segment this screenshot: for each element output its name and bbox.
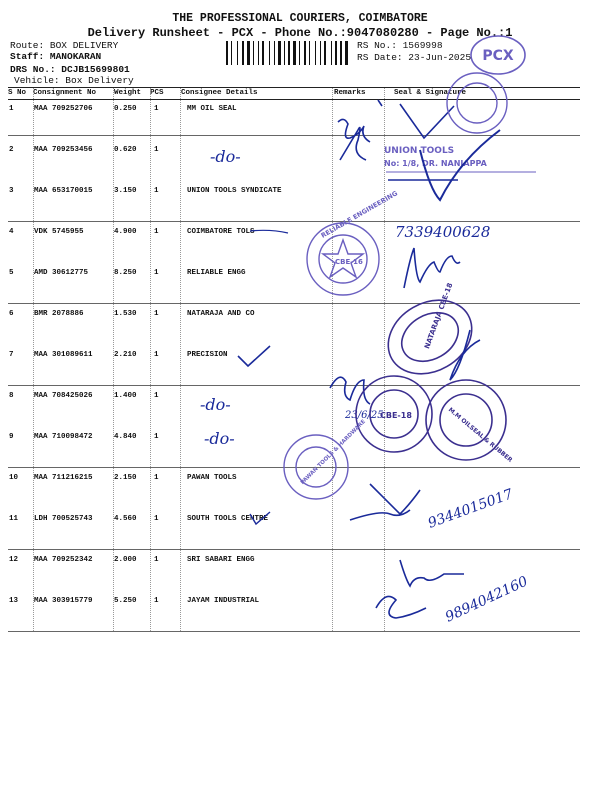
- cell-pcs: 1: [154, 105, 159, 113]
- cell-sno: 9: [9, 433, 14, 441]
- cell-sno: 13: [9, 597, 19, 605]
- vehicle-label: Vehicle: Box Delivery: [14, 75, 134, 86]
- cell-consignee: COIMBATORE TOLS: [187, 228, 255, 236]
- phone-row-11: 9344015017: [425, 486, 516, 532]
- cell-consignee: UNION TOOLS SYNDICATE: [187, 187, 282, 195]
- ditto-row-2: -do-: [210, 147, 241, 166]
- route-label: Route: BOX DELIVERY: [10, 40, 119, 51]
- union-stamp-title: UNION TOOLS: [384, 146, 455, 156]
- cell-pcs: 1: [154, 351, 159, 359]
- cell-weight: 2.210: [114, 351, 137, 359]
- cell-sno: 8: [9, 392, 14, 400]
- cell-consignment: MAA 709253456: [34, 146, 93, 154]
- cell-pcs: 1: [154, 515, 159, 523]
- signature-row-13: [376, 596, 426, 618]
- company-title: THE PROFESSIONAL COURIERS, COIMBATORE: [172, 12, 428, 25]
- col-consignment: Consignment No: [33, 89, 97, 97]
- cell-consignee: MM OIL SEAL: [187, 105, 237, 113]
- cell-consignment: MAA 708425026: [34, 392, 93, 400]
- cell-consignee: SOUTH TOOLS CENTRE: [187, 515, 269, 523]
- pcx-stamp-text: PCX: [482, 48, 514, 64]
- col-sno: S No: [8, 89, 27, 97]
- drs-label: DRS No.: DCJB15699801: [10, 64, 130, 75]
- cell-sno: 2: [9, 146, 14, 154]
- cell-weight: 4.900: [114, 228, 137, 236]
- cell-pcs: 1: [154, 556, 159, 564]
- cell-consignee: PRECISION: [187, 351, 228, 359]
- cell-pcs: 1: [154, 392, 159, 400]
- cell-weight: 4.560: [114, 515, 137, 523]
- cell-sno: 5: [9, 269, 14, 277]
- phone-row-13: 9894042160: [442, 573, 531, 626]
- cell-sno: 11: [9, 515, 19, 523]
- cell-sno: 4: [9, 228, 14, 236]
- cell-weight: 5.250: [114, 597, 137, 605]
- staff-label: Staff: MANOKARAN: [10, 51, 102, 62]
- dr-stamp-text: CBE-18: [380, 411, 412, 420]
- cell-consignment: MAA 709252706: [34, 105, 93, 113]
- mm-oilseal-stamp-top: [447, 73, 507, 133]
- runsheet-subtitle: Delivery Runsheet - PCX - Phone No.:9047080280 - Page No.:1: [87, 26, 513, 40]
- cell-weight: 1.530: [114, 310, 137, 318]
- cell-weight: 1.400: [114, 392, 137, 400]
- cell-sno: 6: [9, 310, 14, 318]
- col-remarks: Remarks: [334, 89, 366, 97]
- cell-consignment: MAA 303915779: [34, 597, 93, 605]
- pawan-stamp-text: PAWAN TOOLS & HARDWARE: [299, 418, 367, 487]
- rs-number: RS No.: 1569998: [357, 40, 443, 51]
- cell-consignment: MAA 653170015: [34, 187, 93, 195]
- cell-weight: 8.250: [114, 269, 137, 277]
- signature-row-6: [450, 330, 480, 380]
- cell-weight: 4.840: [114, 433, 137, 441]
- cell-consignment: AMD 30612775: [34, 269, 89, 277]
- cell-consignee: PAWAN TOOLS: [187, 474, 237, 482]
- cell-weight: 0.620: [114, 146, 137, 154]
- signature-row-12: [400, 560, 464, 586]
- col-weight: Weight: [114, 89, 142, 97]
- cell-consignment: BMR 2078886: [34, 310, 84, 318]
- cell-pcs: 1: [154, 433, 159, 441]
- cell-weight: 3.150: [114, 187, 137, 195]
- col-pcs: PCS: [150, 89, 164, 97]
- cell-pcs: 1: [154, 228, 159, 236]
- cell-pcs: 1: [154, 310, 159, 318]
- nataraja-stamp-text: NATARAJA CBE-18: [423, 281, 455, 350]
- cell-consignee: JAYAM INDUSTRIAL: [187, 597, 260, 605]
- cell-consignee: SRI SABARI ENGG: [187, 556, 255, 564]
- col-consignee: Consignee Details: [181, 89, 258, 97]
- cell-consignment: VDK 5745955: [34, 228, 84, 236]
- cell-sno: 7: [9, 351, 14, 359]
- cell-pcs: 1: [154, 269, 159, 277]
- cell-sno: 10: [9, 474, 19, 482]
- cell-consignment: LDH 700525743: [34, 515, 93, 523]
- cell-pcs: 1: [154, 597, 159, 605]
- cell-weight: 2.000: [114, 556, 137, 564]
- cell-weight: 0.250: [114, 105, 137, 113]
- phone-row-4: 7339400628: [395, 223, 491, 241]
- col-seal: Seal & Signature: [394, 89, 467, 97]
- check-row-11: [250, 512, 270, 524]
- union-stamp-sub: No: 1/8, DR. NANJAPPA: [384, 159, 487, 168]
- ditto-row-9: -do-: [204, 429, 235, 448]
- pen-mark-row-4: [250, 230, 288, 233]
- signature-row-5: [404, 248, 460, 288]
- cell-consignment: MAA 709252342: [34, 556, 93, 564]
- check-row-7: [238, 346, 270, 366]
- signature-row-10: [350, 484, 420, 520]
- cell-consignment: MAA 301089611: [34, 351, 93, 359]
- cell-sno: 12: [9, 556, 19, 564]
- cell-consignment: MAA 710098472: [34, 433, 93, 441]
- date-row-8: 23/6/25: [345, 410, 384, 421]
- cell-consignee: NATARAJA AND CO: [187, 310, 255, 318]
- cell-sno: 3: [9, 187, 14, 195]
- cell-pcs: 1: [154, 187, 159, 195]
- cell-weight: 2.150: [114, 474, 137, 482]
- mm-oilseal-stamp-text: M.M OILSEAL & RUBBER: [446, 406, 514, 464]
- rs-date: RS Date: 23-Jun-2025: [357, 52, 472, 63]
- reliable-stamp-city: CBE-16: [335, 258, 363, 266]
- cell-sno: 1: [9, 105, 14, 113]
- cell-pcs: 1: [154, 146, 159, 154]
- cell-consignment: MAA 711216215: [34, 474, 93, 482]
- ditto-row-8: -do-: [200, 395, 231, 414]
- reliable-stamp-text: RELIABLE ENGINEERING: [319, 189, 400, 240]
- cell-pcs: 1: [154, 474, 159, 482]
- cell-consignee: RELIABLE ENGG: [187, 269, 246, 277]
